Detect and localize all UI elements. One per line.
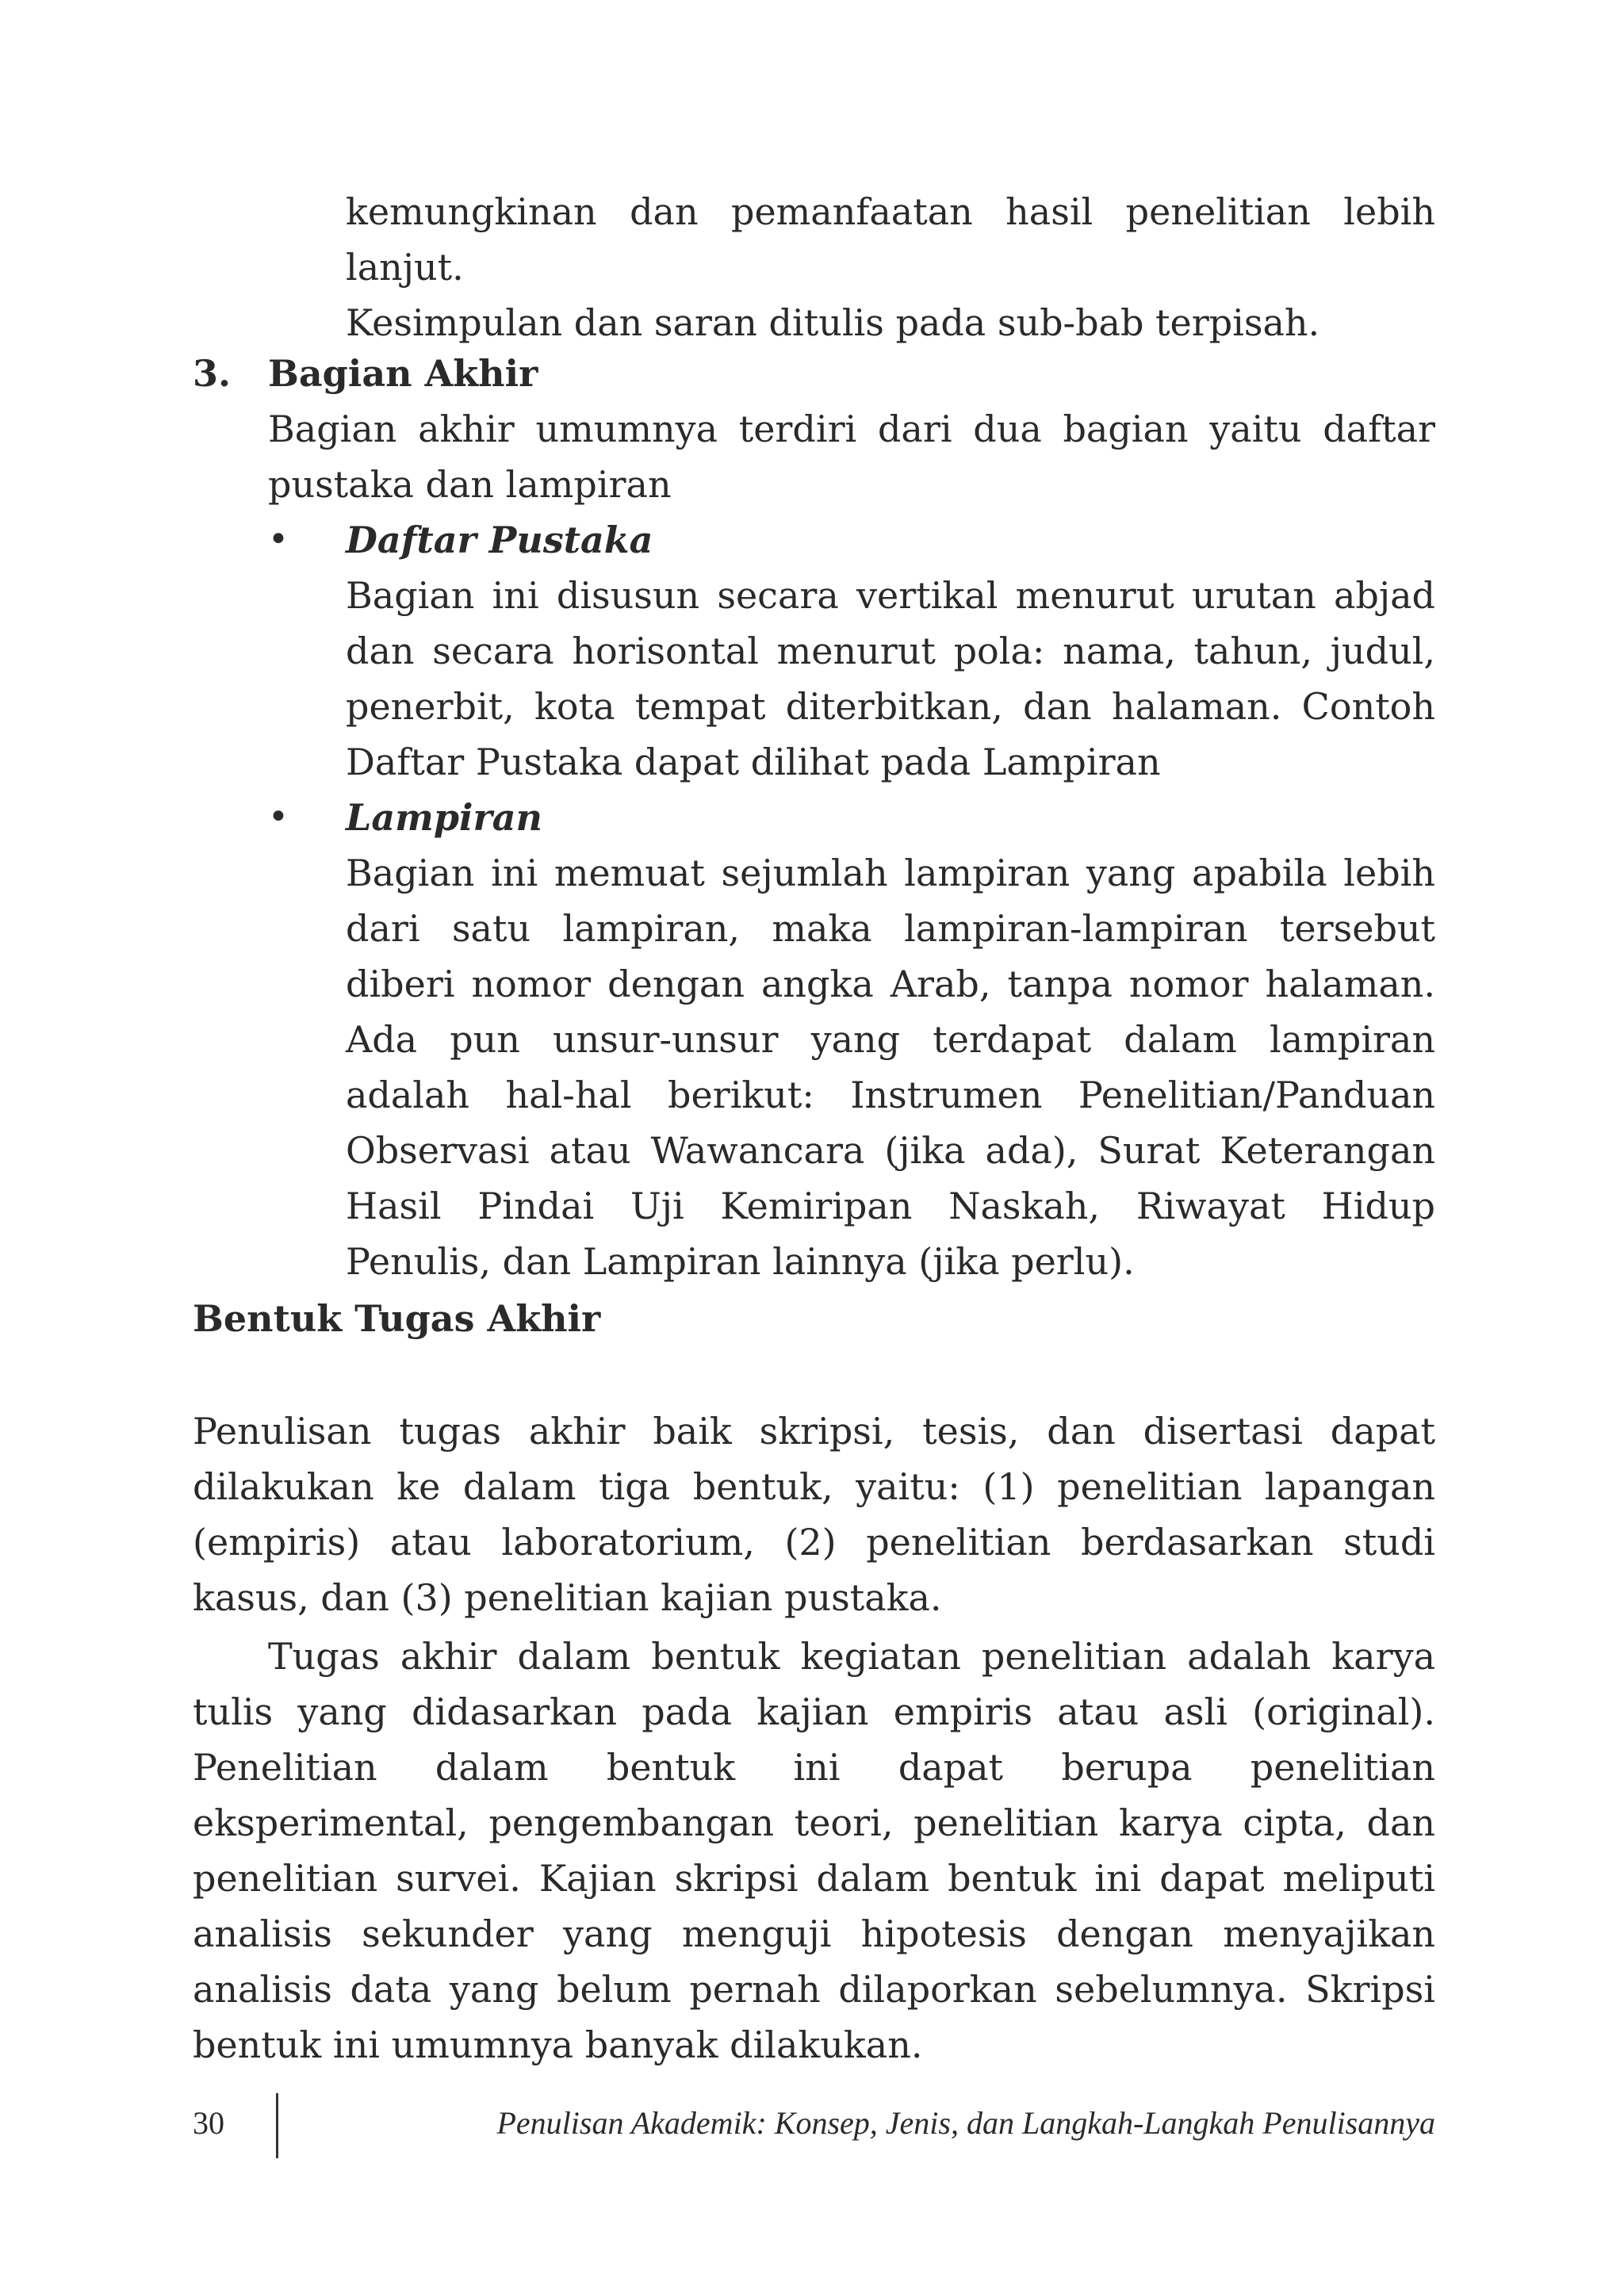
continuation-line-2: Kesimpulan dan saran ditulis pada sub-bab terpisah. [346, 301, 1320, 344]
bullet-icon: • [268, 519, 289, 560]
section-title: Bagian Akhir [268, 352, 538, 395]
body-paragraph: Tugas akhir dalam bentuk kegiatan penelitian adalah karya tulis yang didasarkan pada kajian empiris atau asli (original). Penelitian dalam bentuk ini dapat berupa penelitian eksperimental, pengembangan teori, penelitian karya cipta, dan penelitian survei. Kajian skripsi dalam bentuk ini dapat meliputi analisis sekunder yang menguji hipotesis dengan menyajikan analisis data yang belum pernah dilaporkan sebelumnya. Skripsi bentuk ini umumnya banyak dilakukan. [193, 1635, 1435, 2066]
bullet-description: Bagian ini disusun secara vertikal menurut urutan abjad dan secara horisontal menurut pola: nama, tahun, judul, penerbit, kota tempat diterbitkan, dan halaman. Contoh Daftar Pustaka dapat dilihat pada Lampiran [346, 574, 1435, 783]
section-number: 3. [193, 352, 232, 395]
section-bagian-akhir [193, 346, 1435, 1289]
section-intro: Bagian akhir umumnya terdiri dari dua bagian yaitu daftar pustaka dan lampiran [268, 408, 1435, 506]
bullet-item-daftar-pustaka [268, 512, 1435, 568]
bullet-title: Lampiran [346, 796, 542, 839]
section-heading [193, 346, 1435, 401]
bullet-item-lampiran [268, 790, 1435, 845]
page-number: 30 [193, 2105, 224, 2141]
continuation-paragraph [346, 184, 1435, 350]
body-paragraph: Penulisan tugas akhir baik skripsi, tesis, dan disertasi dapat dilakukan ke dalam tiga bentuk, yaitu: (1) penelitian lapangan (empiris) atau laboratorium, (2) penelitian berdasarkan studi kasus, dan (3) penelitian kajian pustaka. [193, 1410, 1435, 1619]
bullet-icon: • [268, 797, 289, 837]
bullet-title: Daftar Pustaka [346, 519, 653, 561]
running-footer-title: Penulisan Akademik: Konsep, Jenis, dan Langkah-Langkah Penulisannya [496, 2105, 1435, 2141]
section-heading-bentuk-tugas-akhir: Bentuk Tugas Akhir [193, 1297, 601, 1340]
bullet-description: Bagian ini memuat sejumlah lampiran yang apabila lebih dari satu lampiran, maka lampiran-lampiran tersebut diberi nomor dengan angka Arab, tanpa nomor halaman. Ada pun unsur-unsur yang terdapat dalam lampiran adalah hal-hal berikut: Instrumen Penelitian/Panduan Observasi atau Wawancara (jika ada), Surat Keterangan Hasil Pindai Uji Kemiripan Naskah, Riwayat Hidup Penulis, dan Lampiran lainnya (jika perlu). [346, 852, 1435, 1283]
footer-divider [276, 2093, 278, 2158]
continuation-line-1: kemungkinan dan pemanfaatan hasil penelitian lebih lanjut. [346, 190, 1435, 289]
